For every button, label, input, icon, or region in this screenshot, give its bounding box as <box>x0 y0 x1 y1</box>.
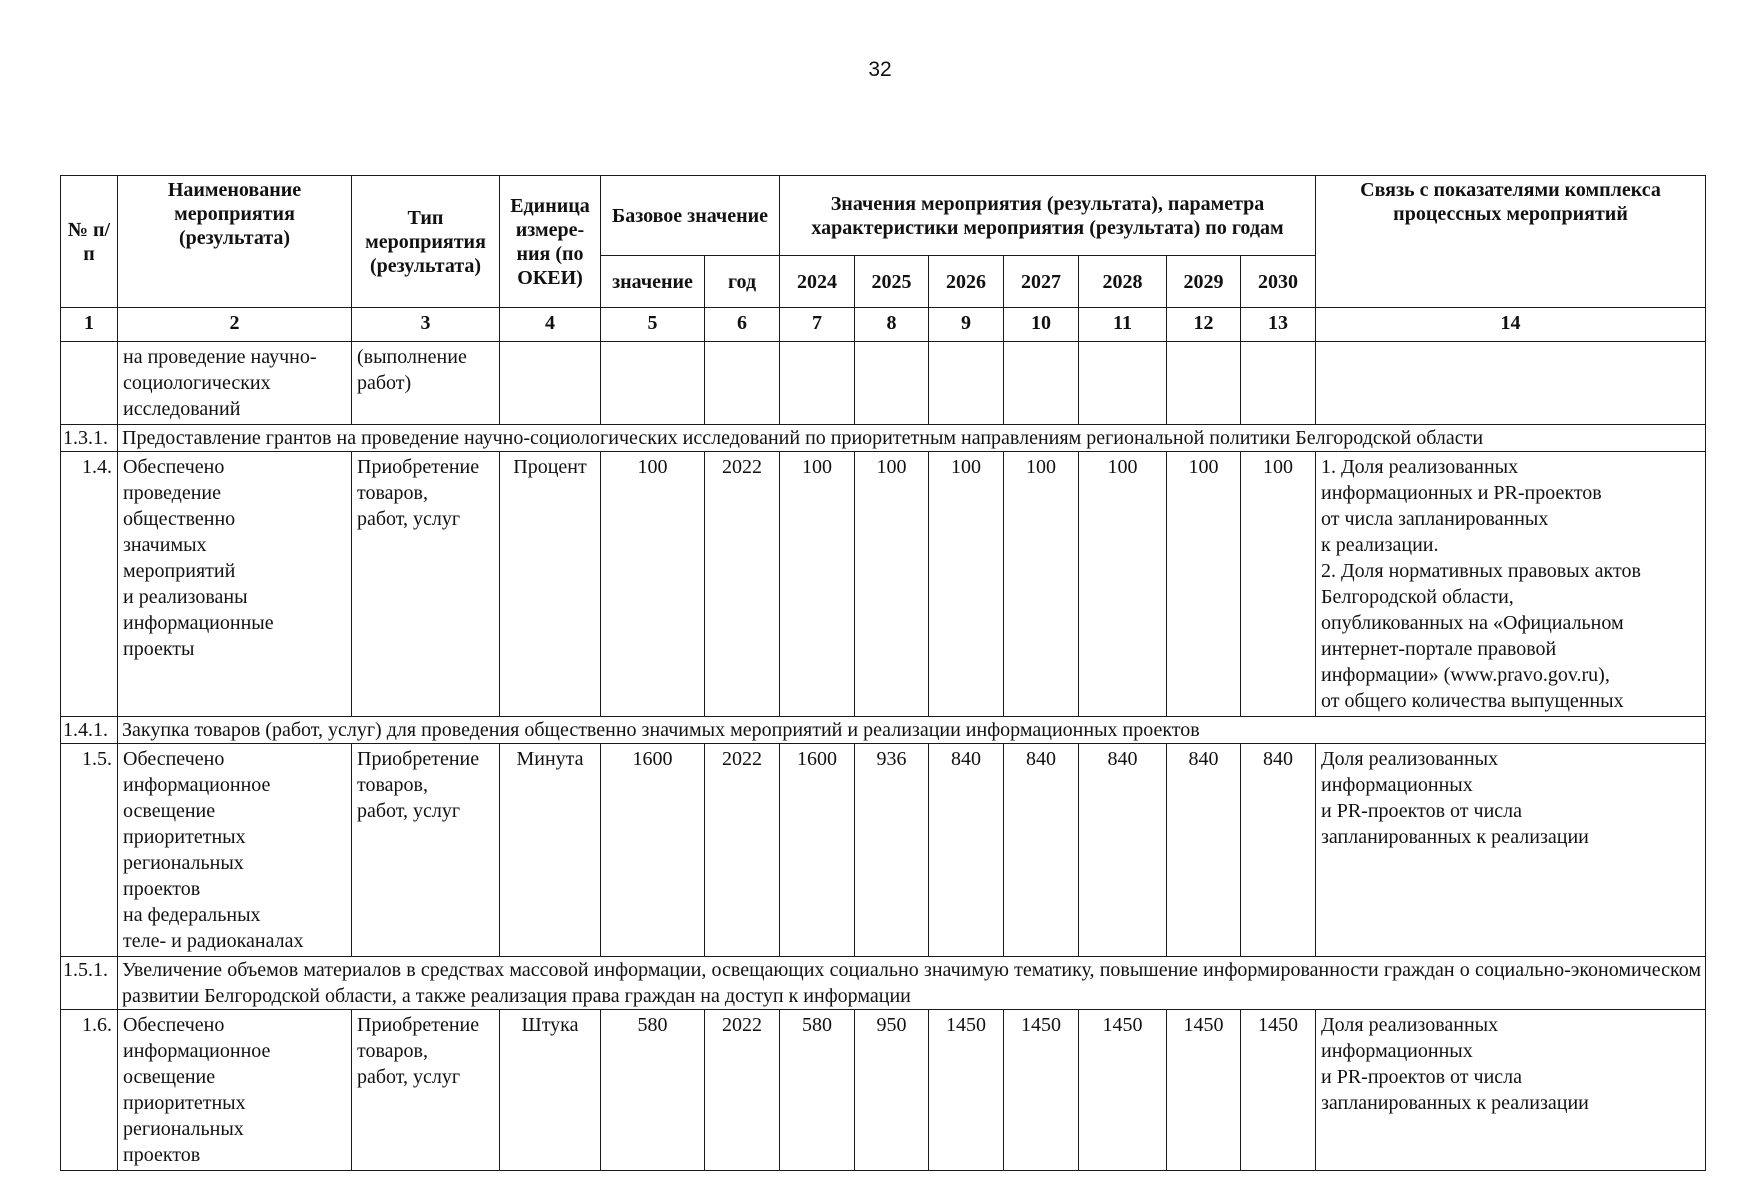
section-row <box>61 717 1706 744</box>
row-year-value: 1450 <box>1241 1010 1316 1171</box>
header-unit: Единица измере-ния (по ОКЕИ) <box>500 176 601 308</box>
column-number: 11 <box>1079 308 1167 342</box>
section-num: 1.4.1. <box>61 717 118 744</box>
row-year-value: 950 <box>855 1010 929 1171</box>
section-row <box>61 425 1706 452</box>
column-numbers-row <box>61 308 1706 342</box>
row-num-cell: 1.6. <box>61 1010 118 1171</box>
row-year-value: 1450 <box>929 1010 1004 1171</box>
section-text: Закупка товаров (работ, услуг) для проведения общественно значимых мероприятий и реализации информационных проектов <box>118 717 1706 744</box>
column-number: 13 <box>1241 308 1316 342</box>
row-year-value: 100 <box>1004 452 1079 717</box>
section-num: 1.5.1. <box>61 957 118 1010</box>
row-year-value: 1450 <box>1167 1010 1241 1171</box>
row-type-cell: (выполнение работ) <box>352 342 500 425</box>
row-base-value: 580 <box>601 1010 705 1171</box>
page-number: 32 <box>868 58 892 81</box>
table-row <box>61 744 1706 957</box>
column-number: 9 <box>929 308 1004 342</box>
row-year-value: 100 <box>780 452 855 717</box>
section-text: Увеличение объемов материалов в средствах массовой информации, освещающих социально значимую тематику, повышение информированности граждан о социально-экономическом развитии Белгородской области, а также реализация права граждан на доступ к информации <box>118 957 1706 1010</box>
row-base-year: 2022 <box>705 452 780 717</box>
row-value-cell <box>929 342 1004 425</box>
activities-table <box>60 175 1706 1171</box>
row-type-cell: Приобретение товаров, работ, услуг <box>352 1010 500 1171</box>
row-name-cell: Обеспечено информационное освещение приоритетных региональных проектов <box>118 1010 352 1171</box>
row-num-cell <box>61 342 118 425</box>
section-text: Предоставление грантов на проведение научно-социологических исследований по приоритетным направлениям региональной политики Белгородской области <box>118 425 1706 452</box>
row-num-cell: 1.5. <box>61 744 118 957</box>
row-year-value: 580 <box>780 1010 855 1171</box>
header-year: 2026 <box>929 256 1004 308</box>
row-year-value: 1450 <box>1079 1010 1167 1171</box>
row-value-cell <box>780 342 855 425</box>
header-base: Базовое значение <box>601 176 780 256</box>
header-name: Наименование мероприятия (результата) <box>118 176 352 308</box>
row-year-value: 100 <box>1167 452 1241 717</box>
row-unit-cell: Минута <box>500 744 601 957</box>
row-base-year: 2022 <box>705 744 780 957</box>
row-value-cell <box>705 342 780 425</box>
header-row-1 <box>61 176 1706 256</box>
column-number: 5 <box>601 308 705 342</box>
row-base-year: 2022 <box>705 1010 780 1171</box>
row-name-cell: на проведение научно- социологических исследований <box>118 342 352 425</box>
row-value-cell <box>855 342 929 425</box>
row-unit-cell: Процент <box>500 452 601 717</box>
row-name-cell: Обеспечено проведение общественно значимых мероприятий и реализованы информационные проекты <box>118 452 352 717</box>
row-year-value: 840 <box>1241 744 1316 957</box>
header-year: 2025 <box>855 256 929 308</box>
header-base-year: год <box>705 256 780 308</box>
header-year: 2029 <box>1167 256 1241 308</box>
header-link: Связь с показателями комплекса процессных мероприятий <box>1316 176 1706 308</box>
row-year-value: 100 <box>1079 452 1167 717</box>
column-number: 12 <box>1167 308 1241 342</box>
header-year: 2028 <box>1079 256 1167 308</box>
row-type-cell: Приобретение товаров, работ, услуг <box>352 452 500 717</box>
row-year-value: 840 <box>1079 744 1167 957</box>
column-number: 10 <box>1004 308 1079 342</box>
table-row <box>61 1010 1706 1171</box>
header-year: 2027 <box>1004 256 1079 308</box>
column-number: 8 <box>855 308 929 342</box>
row-unit-cell: Штука <box>500 1010 601 1171</box>
row-type-cell: Приобретение товаров, работ, услуг <box>352 744 500 957</box>
header-year: 2030 <box>1241 256 1316 308</box>
row-year-value: 840 <box>1167 744 1241 957</box>
row-year-value: 100 <box>1241 452 1316 717</box>
row-base-value: 100 <box>601 452 705 717</box>
row-link-cell: Доля реализованных информационных и PR-проектов от числа запланированных к реализации <box>1316 744 1706 957</box>
row-value-cell <box>1004 342 1079 425</box>
row-value-cell <box>1079 342 1167 425</box>
row-unit-cell <box>500 342 601 425</box>
column-number: 1 <box>61 308 118 342</box>
row-year-value: 840 <box>929 744 1004 957</box>
column-number: 2 <box>118 308 352 342</box>
row-year-value: 100 <box>855 452 929 717</box>
column-number: 3 <box>352 308 500 342</box>
row-year-value: 1450 <box>1004 1010 1079 1171</box>
row-link-cell <box>1316 342 1706 425</box>
column-number: 4 <box>500 308 601 342</box>
row-value-cell <box>1167 342 1241 425</box>
row-link-cell: Доля реализованных информационных и PR-проектов от числа запланированных к реализации <box>1316 1010 1706 1171</box>
section-num: 1.3.1. <box>61 425 118 452</box>
header-year: 2024 <box>780 256 855 308</box>
table-row <box>61 452 1706 717</box>
section-row <box>61 957 1706 1010</box>
column-number: 7 <box>780 308 855 342</box>
header-values: Значения мероприятия (результата), параметра характеристики мероприятия (результата) по годам <box>780 176 1316 256</box>
column-number: 14 <box>1316 308 1706 342</box>
row-value-cell <box>601 342 705 425</box>
header-type: Тип мероприятия (результата) <box>352 176 500 308</box>
row-link-cell: 1. Доля реализованных информационных и PR-проектов от числа запланированных к реализации. 2. Доля нормативных правовых актов Белгородской области, опубликованных на «Официальном интернет-портале правовой информации» (www.pravo.gov.ru), от общего количества выпущенных <box>1316 452 1706 717</box>
row-name-cell: Обеспечено информационное освещение приоритетных региональных проектов на федеральных теле- и радиоканалах <box>118 744 352 957</box>
column-number: 6 <box>705 308 780 342</box>
header-num: № п/п <box>61 176 118 308</box>
row-year-value: 100 <box>929 452 1004 717</box>
header-base-value: значение <box>601 256 705 308</box>
row-year-value: 1600 <box>780 744 855 957</box>
row-base-value: 1600 <box>601 744 705 957</box>
table-row <box>61 342 1706 425</box>
row-year-value: 936 <box>855 744 929 957</box>
row-num-cell: 1.4. <box>61 452 118 717</box>
row-year-value: 840 <box>1004 744 1079 957</box>
row-value-cell <box>1241 342 1316 425</box>
